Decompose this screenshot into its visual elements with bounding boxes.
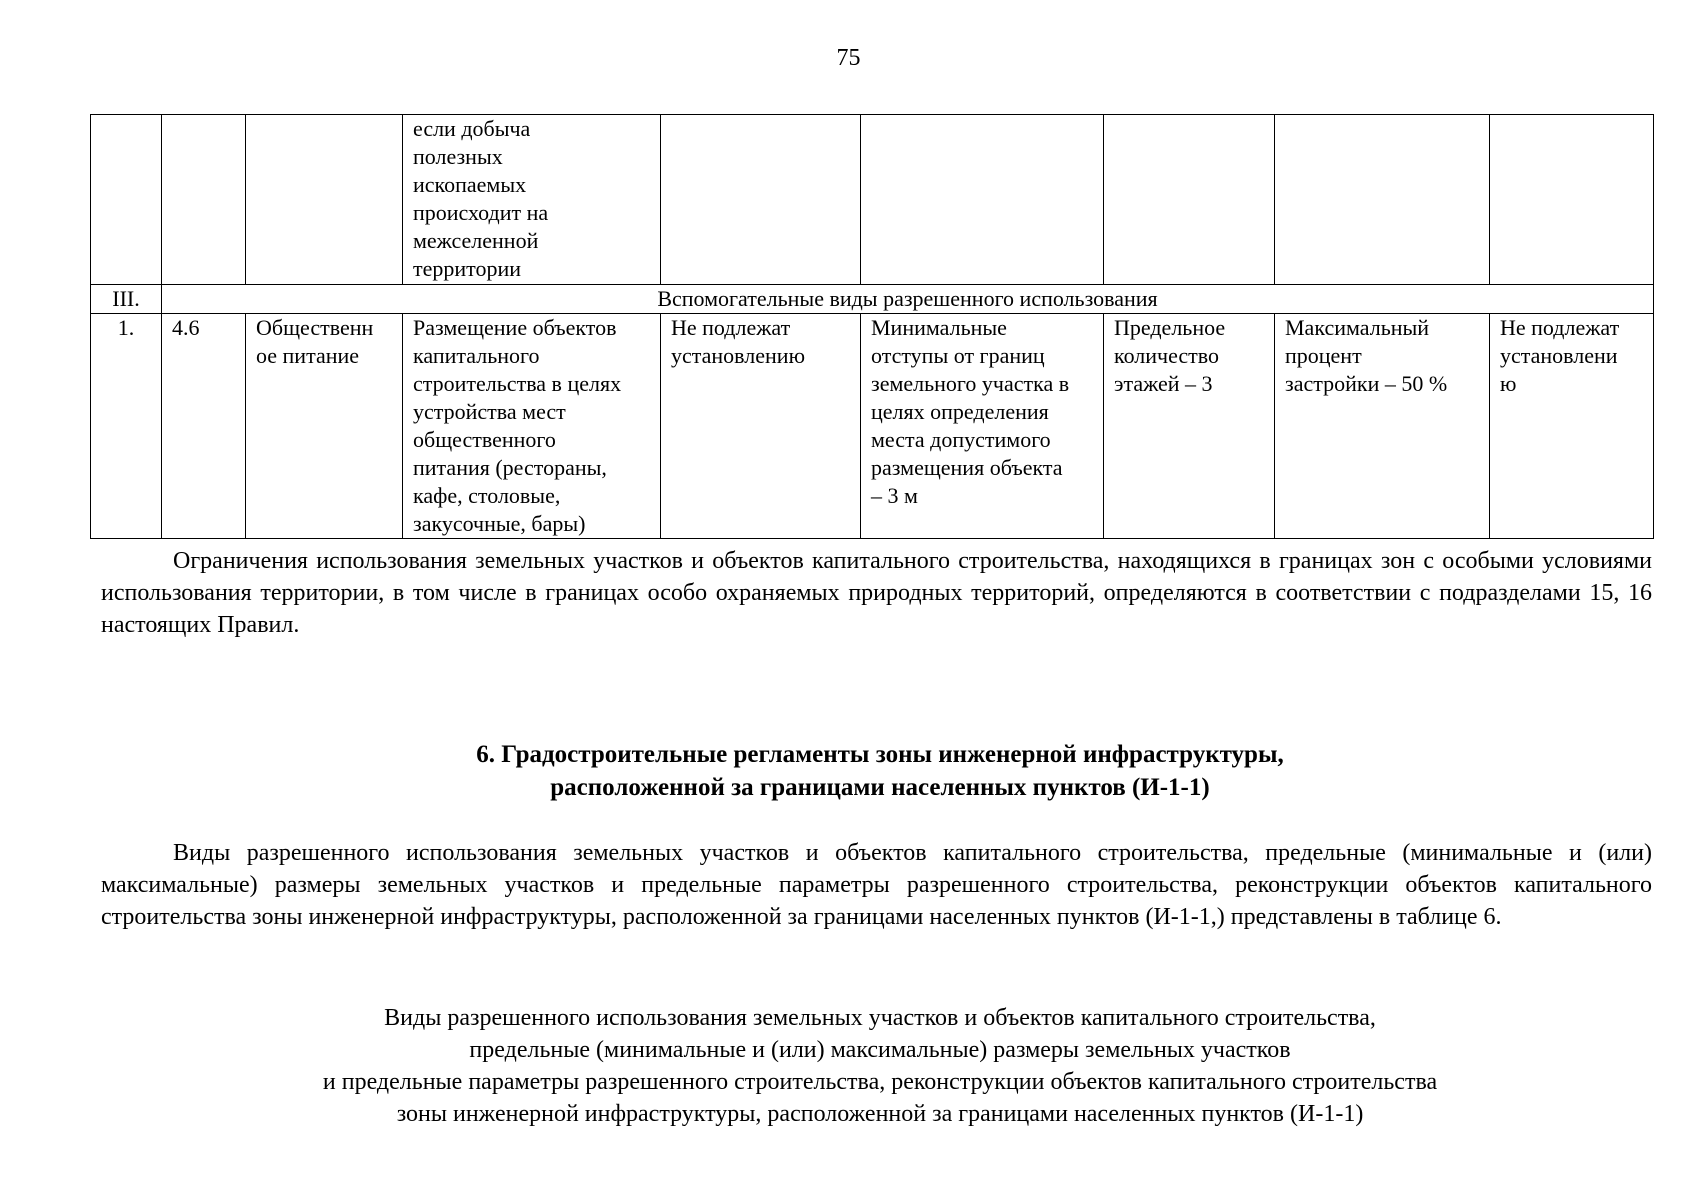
section-title: Вспомогательные виды разрешенного использования <box>162 285 1654 314</box>
table-cell <box>246 115 403 285</box>
page-number: 75 <box>836 45 861 71</box>
table-cell <box>861 115 1104 285</box>
caption-line: предельные (минимальные и (или) максимальные) размеры земельных участков <box>469 1037 1291 1063</box>
row-name: Общественн ое питание <box>246 314 403 539</box>
row-plot-size: Не подлежат установлению <box>661 314 861 539</box>
table-cell <box>91 115 162 285</box>
row-code: 4.6 <box>162 314 246 539</box>
table-cell <box>1490 115 1654 285</box>
table-cell <box>1275 115 1490 285</box>
section-heading-line: расположенной за границами населенных пунктов (И-1-1) <box>550 774 1210 801</box>
row-setbacks: Минимальные отступы от границ земельного участка в целях определения места допустимого размещения объекта – 3 м <box>861 314 1104 539</box>
regulations-table <box>90 114 1654 539</box>
table-cell-description: если добыча полезных ископаемых происходит на межселенной территории <box>403 115 661 285</box>
caption-line: Виды разрешенного использования земельных участков и объектов капитального строительства, <box>384 1005 1376 1031</box>
table-row-continuation <box>91 115 1654 285</box>
row-number: 1. <box>91 314 162 539</box>
table-row <box>91 314 1654 539</box>
table-cell <box>162 115 246 285</box>
section-number: III. <box>91 285 162 314</box>
table-row-section <box>91 285 1654 314</box>
table-cell <box>661 115 861 285</box>
caption-line: и предельные параметры разрешенного строительства, реконструкции объектов капитального строительства <box>322 1069 1438 1095</box>
row-other: Не подлежат установлени ю <box>1490 314 1654 539</box>
section-heading-line: 6. Градостроительные регламенты зоны инженерной инфраструктуры, <box>476 741 1284 768</box>
row-description: Размещение объектов капитального строительства в целях устройства мест общественного питания (рестораны, кафе, столовые, закусочные, бары) <box>403 314 661 539</box>
intro-paragraph: Виды разрешенного использования земельных участков и объектов капитального строительства, предельные (минимальные и (или) максимальные) размеры земельных участков и предельные параметры разрешенного строительства, реконструкции объектов капитального строительства зоны инженерной инфраструктуры, расположенной за границами населенных пунктов (И-1-1,) представлены в таблице 6. <box>101 840 1652 930</box>
table-caption <box>0 1002 1697 1130</box>
row-coverage: Максимальный процент застройки – 50 % <box>1275 314 1490 539</box>
table-cell <box>1104 115 1275 285</box>
caption-line: зоны инженерной инфраструктуры, расположенной за границами населенных пунктов (И-1-1) <box>396 1101 1364 1127</box>
row-floors: Предельное количество этажей – 3 <box>1104 314 1275 539</box>
section-heading <box>0 738 1697 804</box>
restrictions-paragraph: Ограничения использования земельных участков и объектов капитального строительства, находящихся в границах зон с особыми условиями использования территории, в том числе в границах особо охраняемых природных территорий, определяются в соответствии с подразделами 15, 16 настоящих Правил. <box>101 548 1652 638</box>
